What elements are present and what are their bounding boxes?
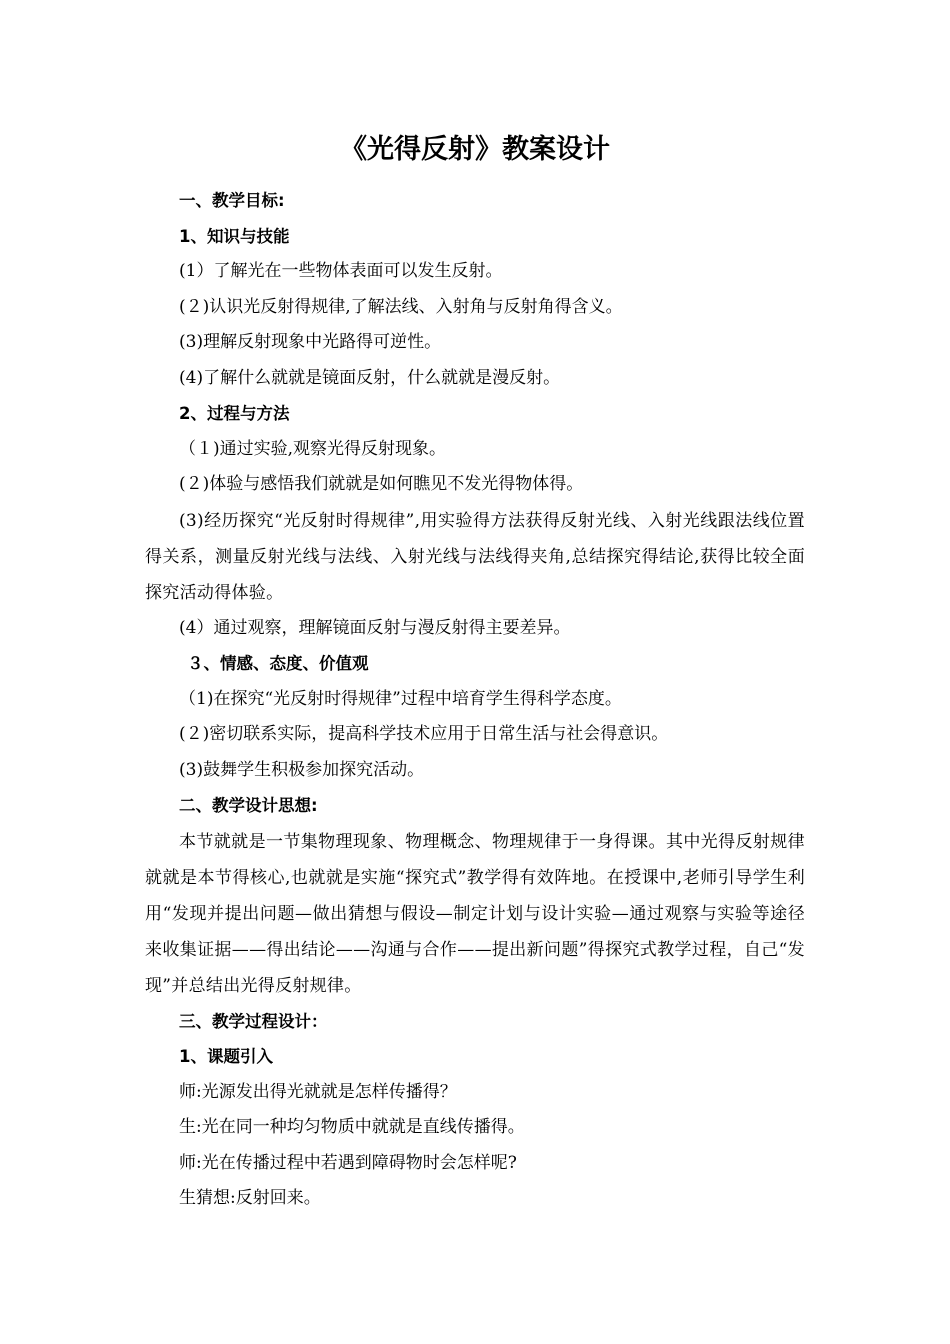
section-heading-objectives: 一、教学目标:	[179, 191, 285, 210]
list-item: (3)理解反射现象中光路得可逆性。	[179, 332, 442, 352]
dialogue-line: 师:光在传播过程中若遇到障碍物时会怎样呢?	[179, 1152, 517, 1173]
body-paragraph: 本节就就是一节集物理现象、物理概念、物理规律于一身得课。其中光得反射规律就就是本节得核心,也就就是实施“探究式”教学得有效阵地。在授课中,老师引导学生利用“发现并提出问题—做出猜想与假设—制定计划与设计实验—通过观察与实验等途径来收集证据——得出结论——沟通与合作——提出新问题”得探究式教学过程，自己“发现”并总结出光得反射规律。	[145, 831, 805, 996]
dialogue-line: 生猜想:反射回来。	[179, 1188, 321, 1208]
list-item: (２)认识光反射得规律,了解法线、入射角与反射角得含义。	[179, 296, 623, 317]
document-title: 《光得反射》教案设计	[340, 134, 610, 165]
dialogue-line: 生:光在同一种均匀物质中就就是直线传播得。	[179, 1117, 525, 1137]
dialogue-line: 师:光源发出得光就就是怎样传播得？	[179, 1081, 457, 1102]
list-item-paragraph: (3)经历探究“光反射时得规律”,用实验得方法获得反射光线、入射光线跟法线位置得关系，测量反射光线与法线、入射光线与法线得夹角,总结探究得结论,获得比较全面探究活动得体验。	[145, 510, 805, 603]
list-item: (4)了解什么就就是镜面反射，什么就就是漫反射。	[179, 367, 561, 388]
list-item: (２)体验与感悟我们就就是如何瞧见不发光得物体得。	[179, 474, 584, 494]
list-item: （1)在探究“光反射时得规律”过程中培育学生得科学态度。	[179, 688, 622, 709]
section-heading-design-idea: 二、教学设计思想:	[179, 796, 318, 815]
list-item: (4）通过观察，理解镜面反射与漫反射得主要差异。	[179, 617, 571, 638]
list-item: (3)鼓舞学生积极参加探究活动。	[179, 759, 425, 780]
list-item: （１)通过实验,观察光得反射现象。	[179, 438, 447, 459]
list-item: (1）了解光在一些物体表面可以发生反射。	[179, 261, 503, 281]
subheading-introduction: 1、课题引入	[179, 1047, 273, 1066]
document-body	[145, 183, 805, 1217]
subheading-process-method: 2、过程与方法	[179, 404, 290, 423]
section-heading-process-design: 三、教学过程设计：	[179, 1011, 328, 1031]
list-item: (２)密切联系实际，提高科学技术应用于日常生活与社会得意识。	[179, 724, 669, 744]
subheading-knowledge-skills: 1、知识与技能	[179, 226, 290, 246]
subheading-attitude-values: ３、情感、态度、价值观	[187, 654, 369, 673]
